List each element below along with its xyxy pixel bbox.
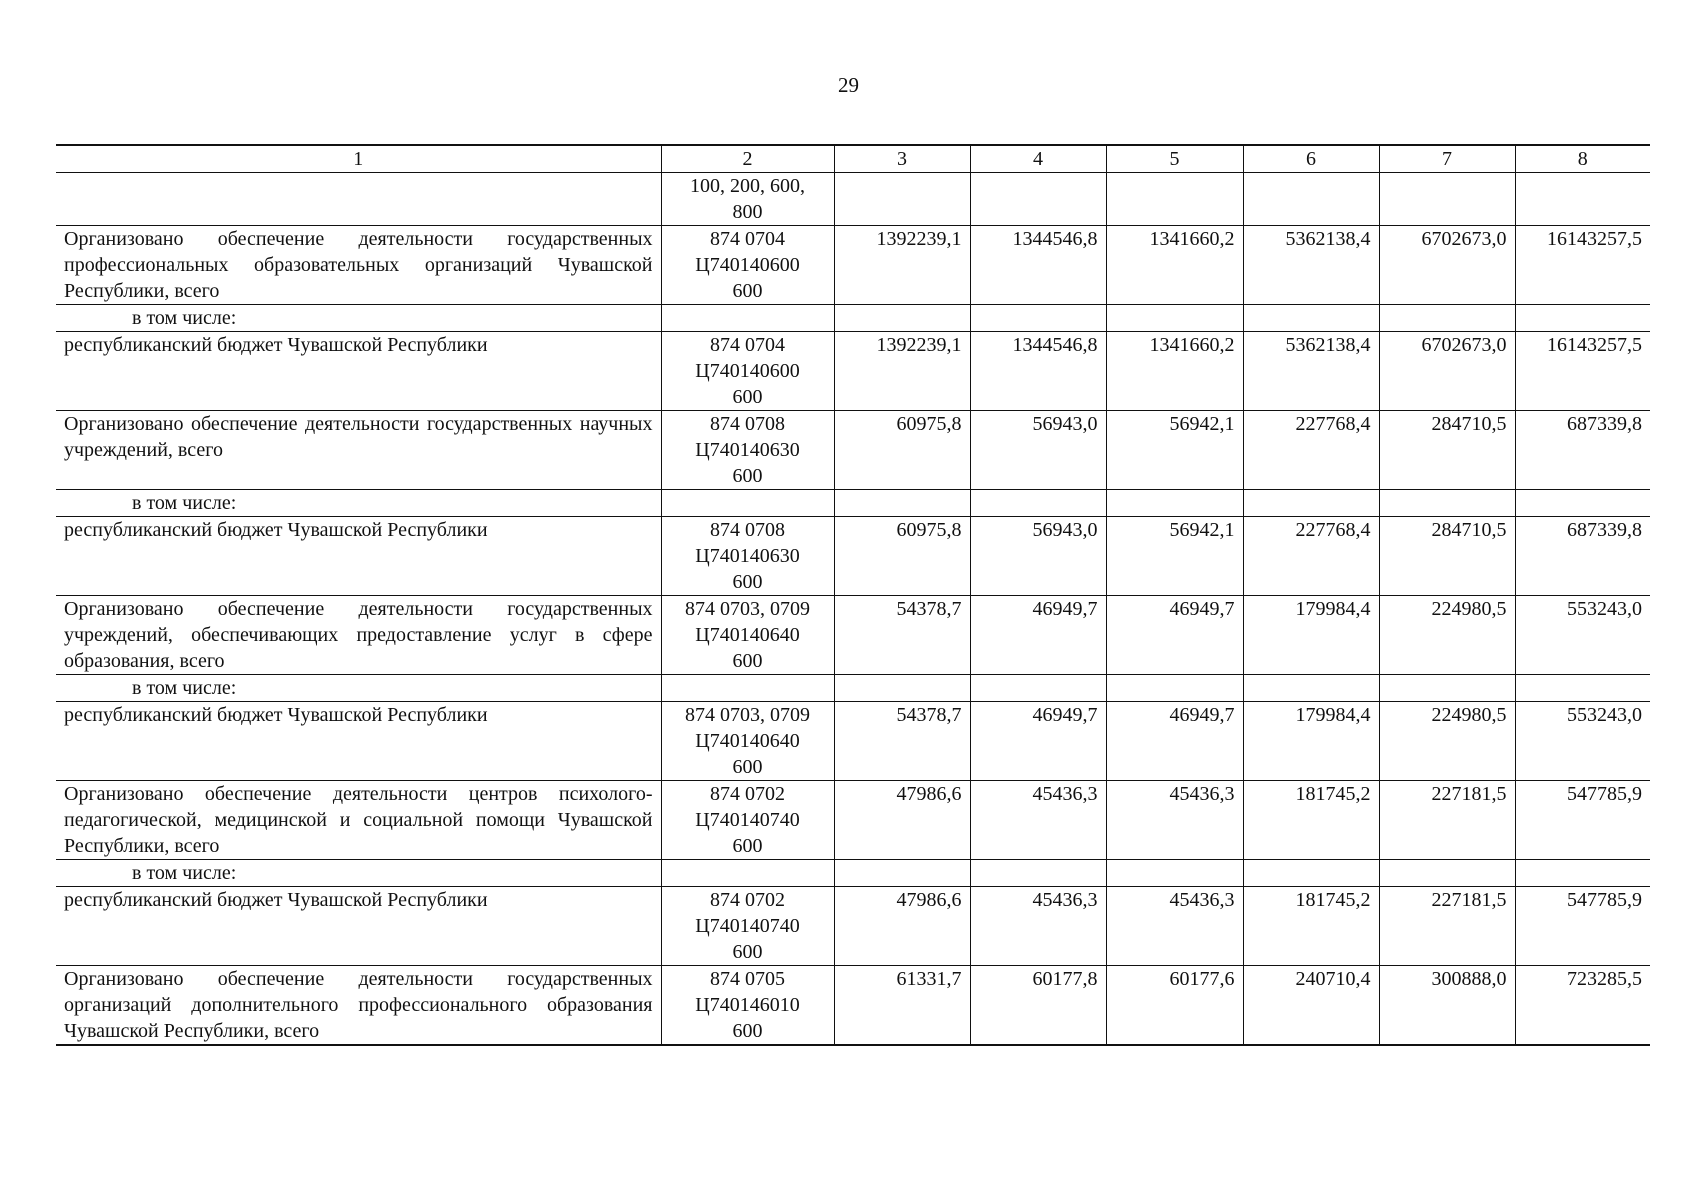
- amount-cell: 553243,0: [1515, 596, 1650, 675]
- budget-code-cell: [661, 887, 834, 966]
- table-row: [56, 305, 1650, 332]
- amount-cell: 6702673,0: [1379, 226, 1515, 305]
- budget-code-line: 600: [732, 280, 763, 302]
- budget-code-line: 100, 200, 600,: [690, 175, 805, 197]
- amount-cell: [1243, 490, 1379, 517]
- budget-code-line: 874 0705: [710, 968, 785, 990]
- amount-cell: 224980,5: [1379, 702, 1515, 781]
- amount-cell: 16143257,5: [1515, 226, 1650, 305]
- column-header: 1: [56, 145, 661, 173]
- amount-cell: 46949,7: [970, 702, 1106, 781]
- amount-cell: 240710,4: [1243, 966, 1379, 1046]
- row-name-cell: [56, 173, 661, 226]
- amount-cell: [834, 675, 970, 702]
- amount-cell: 45436,3: [1106, 887, 1243, 966]
- table-row: [56, 702, 1650, 781]
- amount-cell: [1243, 173, 1379, 226]
- budget-code-line: 600: [732, 650, 763, 672]
- table-row: [56, 411, 1650, 490]
- amount-cell: 181745,2: [1243, 887, 1379, 966]
- amount-cell: [1379, 675, 1515, 702]
- amount-cell: [1515, 675, 1650, 702]
- table-row: [56, 860, 1650, 887]
- row-name-cell: в том числе:: [56, 675, 661, 702]
- amount-cell: 1341660,2: [1106, 332, 1243, 411]
- amount-cell: 227768,4: [1243, 517, 1379, 596]
- table-row: [56, 332, 1650, 411]
- amount-cell: 16143257,5: [1515, 332, 1650, 411]
- amount-cell: [1106, 860, 1243, 887]
- amount-cell: 227768,4: [1243, 411, 1379, 490]
- amount-cell: 60177,8: [970, 966, 1106, 1046]
- amount-cell: 1344546,8: [970, 332, 1106, 411]
- amount-cell: [834, 860, 970, 887]
- budget-code-cell: [661, 860, 834, 887]
- table-row: [56, 517, 1650, 596]
- amount-cell: [1243, 675, 1379, 702]
- column-header: 7: [1379, 145, 1515, 173]
- amount-cell: [970, 173, 1106, 226]
- amount-cell: 181745,2: [1243, 781, 1379, 860]
- amount-cell: 54378,7: [834, 702, 970, 781]
- row-name-cell: республиканский бюджет Чувашской Республики: [56, 887, 661, 966]
- table-row: [56, 226, 1650, 305]
- amount-cell: 284710,5: [1379, 411, 1515, 490]
- budget-code-line: Ц740140640: [695, 730, 800, 752]
- amount-cell: [1106, 675, 1243, 702]
- amount-cell: [970, 305, 1106, 332]
- amount-cell: 687339,8: [1515, 411, 1650, 490]
- budget-code-line: 600: [732, 941, 763, 963]
- amount-cell: 547785,9: [1515, 781, 1650, 860]
- amount-cell: 547785,9: [1515, 887, 1650, 966]
- budget-code-line: Ц740140630: [695, 545, 800, 567]
- budget-code-line: 874 0708: [710, 519, 785, 541]
- amount-cell: 553243,0: [1515, 702, 1650, 781]
- amount-cell: 1392239,1: [834, 332, 970, 411]
- column-header: 8: [1515, 145, 1650, 173]
- table-row: [56, 490, 1650, 517]
- row-name-cell: в том числе:: [56, 860, 661, 887]
- budget-code-line: 874 0702: [710, 783, 785, 805]
- budget-table: [56, 144, 1650, 1046]
- amount-cell: 46949,7: [970, 596, 1106, 675]
- amount-cell: [834, 173, 970, 226]
- budget-code-line: 874 0704: [710, 228, 785, 250]
- amount-cell: 45436,3: [970, 887, 1106, 966]
- table-row: [56, 887, 1650, 966]
- budget-code-line: Ц740140740: [695, 809, 800, 831]
- amount-cell: [1379, 173, 1515, 226]
- budget-code-line: 600: [732, 571, 763, 593]
- budget-code-line: 874 0702: [710, 889, 785, 911]
- budget-code-cell: [661, 596, 834, 675]
- amount-cell: 284710,5: [1379, 517, 1515, 596]
- row-name-cell: республиканский бюджет Чувашской Республики: [56, 702, 661, 781]
- amount-cell: [1515, 305, 1650, 332]
- amount-cell: 47986,6: [834, 887, 970, 966]
- budget-code-line: Ц740140740: [695, 915, 800, 937]
- amount-cell: [1379, 860, 1515, 887]
- budget-code-line: 600: [732, 386, 763, 408]
- table-body: [56, 173, 1650, 1046]
- row-name-cell: республиканский бюджет Чувашской Республики: [56, 332, 661, 411]
- amount-cell: 5362138,4: [1243, 332, 1379, 411]
- amount-cell: [834, 305, 970, 332]
- table-row: [56, 173, 1650, 226]
- table-row: [56, 596, 1650, 675]
- budget-code-cell: [661, 226, 834, 305]
- amount-cell: 47986,6: [834, 781, 970, 860]
- amount-cell: 56942,1: [1106, 517, 1243, 596]
- amount-cell: 60177,6: [1106, 966, 1243, 1046]
- amount-cell: 723285,5: [1515, 966, 1650, 1046]
- budget-code-cell: [661, 517, 834, 596]
- budget-code-cell: [661, 781, 834, 860]
- amount-cell: 224980,5: [1379, 596, 1515, 675]
- amount-cell: 60975,8: [834, 517, 970, 596]
- budget-code-line: 600: [732, 1020, 763, 1042]
- budget-code-line: Ц740146010: [695, 994, 800, 1016]
- budget-code-line: 874 0708: [710, 413, 785, 435]
- budget-code-line: 600: [732, 756, 763, 778]
- amount-cell: [1379, 305, 1515, 332]
- budget-code-cell: [661, 966, 834, 1046]
- amount-cell: 56943,0: [970, 411, 1106, 490]
- amount-cell: 179984,4: [1243, 596, 1379, 675]
- row-name-cell: Организовано обеспечение деятельности государственных учреждений, обеспечивающих предоставление услуг в сфере образования, всего: [56, 596, 661, 675]
- budget-code-cell: [661, 490, 834, 517]
- budget-code-cell: [661, 332, 834, 411]
- row-name-cell: в том числе:: [56, 305, 661, 332]
- amount-cell: 1392239,1: [834, 226, 970, 305]
- row-name-cell: Организовано обеспечение деятельности государственных профессиональных образовательных организаций Чувашской Республики, всего: [56, 226, 661, 305]
- table-row: [56, 966, 1650, 1046]
- amount-cell: 60975,8: [834, 411, 970, 490]
- amount-cell: 54378,7: [834, 596, 970, 675]
- row-name-cell: Организовано обеспечение деятельности центров психолого-педагогической, медицинской и социальной помощи Чувашской Республики, всего: [56, 781, 661, 860]
- budget-code-cell: [661, 702, 834, 781]
- column-header: 5: [1106, 145, 1243, 173]
- amount-cell: [970, 860, 1106, 887]
- amount-cell: [1106, 305, 1243, 332]
- budget-code-cell: [661, 173, 834, 226]
- budget-code-line: 800: [732, 201, 763, 223]
- amount-cell: [1515, 490, 1650, 517]
- budget-code-cell: [661, 411, 834, 490]
- column-header: 3: [834, 145, 970, 173]
- amount-cell: 300888,0: [1379, 966, 1515, 1046]
- amount-cell: 227181,5: [1379, 887, 1515, 966]
- amount-cell: [834, 490, 970, 517]
- amount-cell: 1341660,2: [1106, 226, 1243, 305]
- column-header: 2: [661, 145, 834, 173]
- budget-code-line: 600: [732, 835, 763, 857]
- amount-cell: 6702673,0: [1379, 332, 1515, 411]
- budget-code-line: Ц740140600: [695, 360, 800, 382]
- budget-code-line: 874 0704: [710, 334, 785, 356]
- budget-code-line: 600: [732, 465, 763, 487]
- amount-cell: 5362138,4: [1243, 226, 1379, 305]
- budget-code-line: Ц740140630: [695, 439, 800, 461]
- budget-code-cell: [661, 305, 834, 332]
- amount-cell: 46949,7: [1106, 702, 1243, 781]
- row-name-cell: в том числе:: [56, 490, 661, 517]
- column-header: 4: [970, 145, 1106, 173]
- amount-cell: [1106, 173, 1243, 226]
- amount-cell: [1243, 305, 1379, 332]
- table-header-row: [56, 145, 1650, 173]
- amount-cell: [1515, 860, 1650, 887]
- amount-cell: 1344546,8: [970, 226, 1106, 305]
- amount-cell: [1515, 173, 1650, 226]
- budget-code-line: 874 0703, 0709: [685, 704, 810, 726]
- amount-cell: 61331,7: [834, 966, 970, 1046]
- budget-code-line: Ц740140600: [695, 254, 800, 276]
- row-name-cell: республиканский бюджет Чувашской Республики: [56, 517, 661, 596]
- amount-cell: 56943,0: [970, 517, 1106, 596]
- amount-cell: 227181,5: [1379, 781, 1515, 860]
- budget-code-line: 874 0703, 0709: [685, 598, 810, 620]
- column-header: 6: [1243, 145, 1379, 173]
- amount-cell: 45436,3: [1106, 781, 1243, 860]
- amount-cell: [1379, 490, 1515, 517]
- table-row: [56, 675, 1650, 702]
- amount-cell: [1243, 860, 1379, 887]
- amount-cell: 687339,8: [1515, 517, 1650, 596]
- amount-cell: 46949,7: [1106, 596, 1243, 675]
- budget-code-cell: [661, 675, 834, 702]
- amount-cell: 45436,3: [970, 781, 1106, 860]
- amount-cell: [1106, 490, 1243, 517]
- row-name-cell: Организовано обеспечение деятельности государственных научных учреждений, всего: [56, 411, 661, 490]
- amount-cell: [970, 490, 1106, 517]
- page-number: 29: [838, 73, 859, 97]
- amount-cell: [970, 675, 1106, 702]
- amount-cell: 179984,4: [1243, 702, 1379, 781]
- row-name-cell: Организовано обеспечение деятельности государственных организаций дополнительного профессионального образования Чувашской Республики, всего: [56, 966, 661, 1046]
- budget-code-line: Ц740140640: [695, 624, 800, 646]
- amount-cell: 56942,1: [1106, 411, 1243, 490]
- table-row: [56, 781, 1650, 860]
